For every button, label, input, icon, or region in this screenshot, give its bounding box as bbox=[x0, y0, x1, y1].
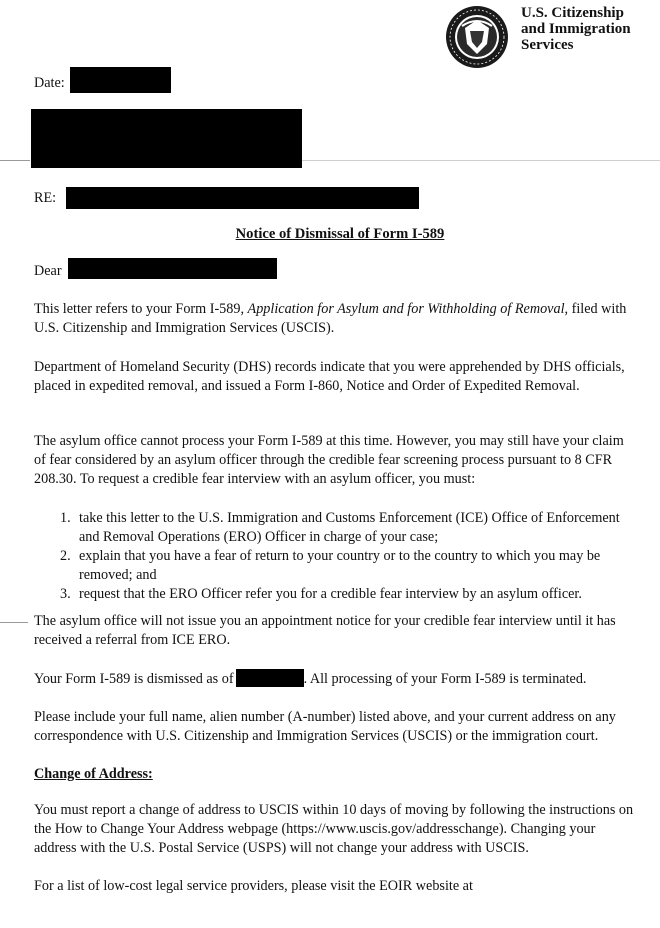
re-label: RE: bbox=[34, 190, 57, 206]
agency-line-1: U.S. Citizenship bbox=[521, 5, 624, 21]
paragraph-dhs-records: Department of Homeland Security (DHS) records indicate that you were apprehended by DHS officials, placed in expedited removal, and issued a Form I-860, Notice and Order of Expedited Removal. bbox=[34, 359, 625, 394]
redacted-name bbox=[68, 258, 277, 279]
redacted-dismissal-date bbox=[236, 669, 304, 687]
notice-title: Notice of Dismissal of Form I-589 bbox=[235, 226, 445, 242]
date-label: Date: bbox=[34, 75, 65, 91]
list-item: 3. request that the ERO Officer refer you for a credible fear interview by an asylum officer. bbox=[60, 586, 582, 602]
paragraph-asylum-office: The asylum office cannot process your Form I-589 at this time. However, you may still have your claim of fear considered by an asylum officer through the credible fear screening process pursuant to 8 CFR 208.30. To request a credible fear interview with an asylum officer, you must: bbox=[34, 433, 624, 487]
scan-artifact bbox=[0, 160, 30, 161]
paragraph-change-address: You must report a change of address to USCIS within 10 days of moving by following the instructions on the How to Change Your Address webpage (https://www.uscis.gov/addresschange). Changing your address with the U.S. Postal Service (USPS) will not change your address with USCIS. bbox=[34, 802, 634, 856]
agency-line-2: and Immigration bbox=[521, 21, 631, 37]
scan-artifact bbox=[0, 622, 28, 623]
paragraph-correspondence: Please include your full name, alien number (A-number) listed above, and your current address on any correspondence with U.S. Citizenship and Immigration Services (USCIS) or the immigration court. bbox=[34, 709, 616, 744]
agency-line-3: Services bbox=[521, 37, 574, 53]
salutation: Dear bbox=[34, 263, 62, 279]
redacted-reference bbox=[66, 187, 419, 209]
paragraph-legal-providers: For a list of low-cost legal service providers, please visit the EOIR website at bbox=[34, 878, 473, 894]
list-item: 2. explain that you have a fear of return to your country or to the country to which you may be removed; and bbox=[60, 548, 601, 583]
paragraph-referral: The asylum office will not issue you an appointment notice for your credible fear interview until it has received a referral from ICE ERO. bbox=[34, 613, 616, 648]
change-of-address-heading: Change of Address: bbox=[34, 766, 153, 782]
scan-artifact bbox=[302, 160, 660, 161]
paragraph-dismissal: Your Form I-589 is dismissed as of . All processing of your Form I-589 is terminated. bbox=[34, 671, 587, 687]
paragraph-intro: This letter refers to your Form I-589, Application for Asylum and for Withholding of Removal, filed with U.S. Citizenship and Immigration Services (USCIS). bbox=[34, 301, 627, 336]
redacted-date bbox=[70, 67, 171, 93]
redacted-address bbox=[31, 109, 302, 168]
list-item: 1. take this letter to the U.S. Immigration and Customs Enforcement (ICE) Office of Enforcement and Removal Operations (ERO) Officer in charge of your case; bbox=[60, 510, 620, 545]
form-full-name: Application for Asylum and for Withholding of Removal bbox=[247, 301, 565, 317]
dhs-seal-logo bbox=[444, 4, 510, 70]
steps-list bbox=[60, 509, 640, 604]
agency-name bbox=[521, 5, 631, 53]
